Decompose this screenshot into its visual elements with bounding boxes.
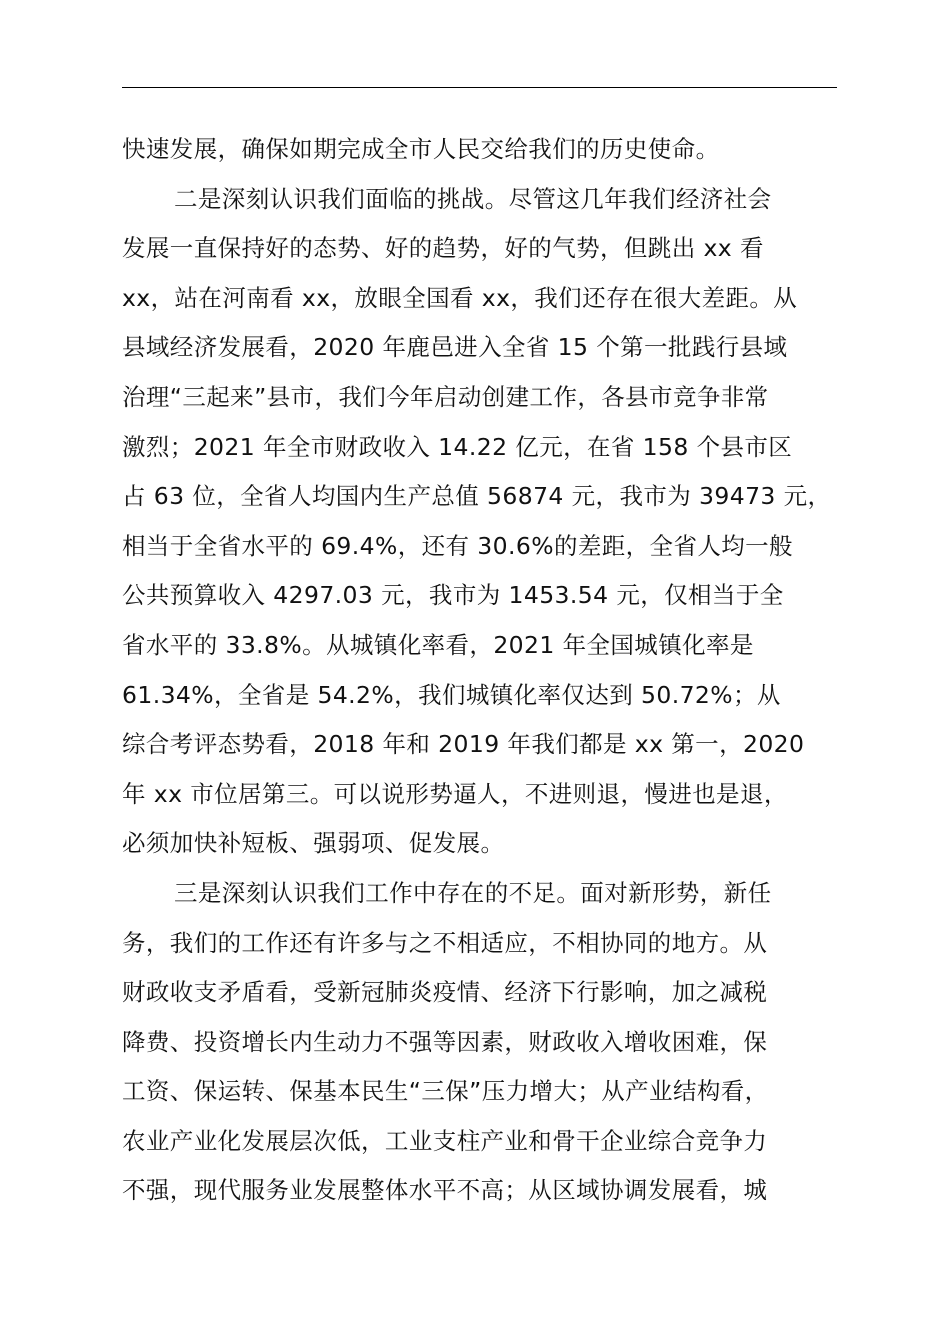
text-line: 激烈；2021 年全市财政收入 14.22 亿元，在省 158 个县市区 bbox=[122, 432, 793, 461]
body-text bbox=[122, 125, 882, 1216]
text-line: 省水平的 33.8%。从城镇化率看，2021 年全国城镇化率是 bbox=[122, 630, 754, 659]
text-line: 财政收支矛盾看，受新冠肺炎疫情、经济下行影响，加之减税 bbox=[122, 978, 768, 1007]
text-line: 工资、保运转、保基本民生“三保”压力增大；从产业结构看， bbox=[122, 1077, 769, 1106]
paragraph-start-line: 二是深刻认识我们面临的挑战。尽管这几年我们经济社会 bbox=[174, 184, 772, 213]
text-line: xx，站在河南看 xx，放眼全国看 xx，我们还存在很大差距。从 bbox=[122, 283, 798, 312]
text-line: 占 63 位，全省人均国内生产总值 56874 元，我市为 39473 元， bbox=[122, 482, 832, 511]
text-line: 相当于全省水平的 69.4%，还有 30.6%的差距，全省人均一般 bbox=[122, 531, 793, 560]
text-line: 不强，现代服务业发展整体水平不高；从区域协调发展看，城 bbox=[122, 1176, 768, 1205]
text-line: 务，我们的工作还有许多与之不相适应，不相协同的地方。从 bbox=[122, 928, 768, 957]
text-line: 降费、投资增长内生动力不强等因素，财政收入增收困难，保 bbox=[122, 1027, 768, 1056]
text-line: 年 xx 市位居第三。可以说形势逼人，不进则退，慢进也是退， bbox=[122, 779, 788, 808]
paragraph-start-line: 三是深刻认识我们工作中存在的不足。面对新形势，新任 bbox=[174, 878, 772, 907]
text-line: 必须加快补短板、强弱项、促发展。 bbox=[122, 829, 505, 858]
header-rule bbox=[122, 87, 837, 88]
text-line: 发展一直保持好的态势、好的趋势，好的气势，但跳出 xx 看 bbox=[122, 234, 764, 263]
text-line: 综合考评态势看，2018 年和 2019 年我们都是 xx 第一，2020 bbox=[122, 730, 805, 759]
text-line: 公共预算收入 4297.03 元，我市为 1453.54 元，仅相当于全 bbox=[122, 581, 784, 610]
text-line: 快速发展，确保如期完成全市人民交给我们的历史使命。 bbox=[122, 135, 720, 163]
text-line: 县域经济发展看，2020 年鹿邑进入全省 15 个第一批践行县域 bbox=[122, 333, 788, 362]
text-line: 农业产业化发展层次低，工业支柱产业和骨干企业综合竞争力 bbox=[122, 1126, 768, 1155]
text-line: 治理“三起来”县市，我们今年启动创建工作，各县市竞争非常 bbox=[122, 382, 769, 411]
text-line: 61.34%，全省是 54.2%，我们城镇化率仅达到 50.72%；从 bbox=[122, 680, 781, 709]
